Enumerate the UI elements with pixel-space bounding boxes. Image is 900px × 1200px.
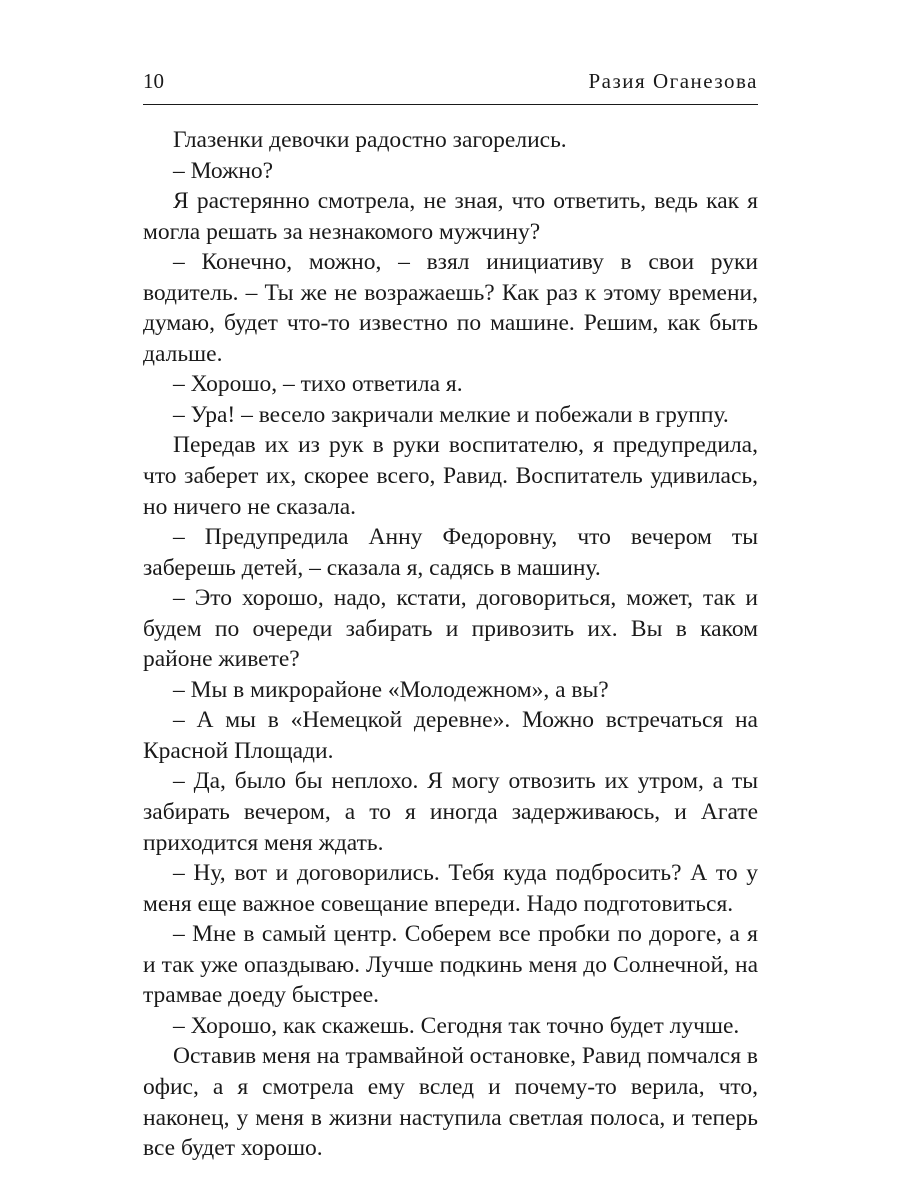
paragraph: – Это хорошо, надо, кстати, договориться, может, так и будем по очереди забирать и привозить их. Вы в каком районе живете?: [143, 585, 758, 673]
page-number: 10: [143, 69, 164, 93]
paragraph: Оставив меня на трамвайной остановке, Равид помчался в офис, а я смотрела ему вслед и почему-то верила, что, наконец, у меня в жизни наступила светлая полоса, и теперь все будет хорошо.: [143, 1043, 758, 1162]
paragraph: – Хорошо, как скажешь. Сегодня так точно будет лучше.: [173, 1012, 740, 1039]
paragraph: – Можно?: [173, 157, 274, 184]
author-name: Разия Оганезова: [588, 69, 758, 93]
paragraph: – Хорошо, – тихо ответила я.: [173, 371, 463, 398]
paragraph: – Конечно, можно, – взял инициативу в свои руки водитель. – Ты же не возражаешь? Как раз к этому времени, думаю, будет что-то известно по машине. Решим, как быть дальше.: [143, 249, 758, 367]
paragraph: Я растерянно смотрела, не зная, что ответить, ведь как я могла решать за незнакомого мужчину?: [143, 188, 758, 245]
header-rule: [143, 104, 758, 105]
book-page: [143, 62, 758, 1164]
paragraph: Глазенки девочки радостно загорелись.: [173, 127, 567, 153]
running-header: [143, 62, 758, 100]
paragraph: – Ура! – весело закричали мелкие и побежали в группу.: [173, 401, 729, 428]
paragraph: – Предупредила Анну Федоровну, что вечером ты заберешь детей, – сказала я, садясь в машину.: [143, 524, 758, 581]
body-text: [143, 125, 758, 1164]
paragraph: – А мы в «Немецкой деревне». Можно встречаться на Красной Площади.: [143, 707, 758, 764]
paragraph: – Ну, вот и договорились. Тебя куда подбросить? А то у меня еще важное совещание впереди. Надо подготовиться.: [143, 860, 758, 917]
paragraph: – Мне в самый центр. Соберем все пробки по дороге, а я и так уже опаздываю. Лучше подкинь меня до Солнечной, на трамвае доеду быстрее.: [143, 921, 758, 1009]
paragraph: Передав их из рук в руки воспитателю, я предупредила, что заберет их, скорее всего, Равид. Воспитатель удивилась, но ничего не сказала.: [143, 432, 758, 520]
paragraph: – Мы в микрорайоне «Молодежном», а вы?: [173, 676, 609, 703]
paragraph: – Да, было бы неплохо. Я могу отвозить их утром, а ты забирать вечером, а то я иногда задерживаюсь, и Агате приходится меня ждать.: [143, 768, 758, 856]
